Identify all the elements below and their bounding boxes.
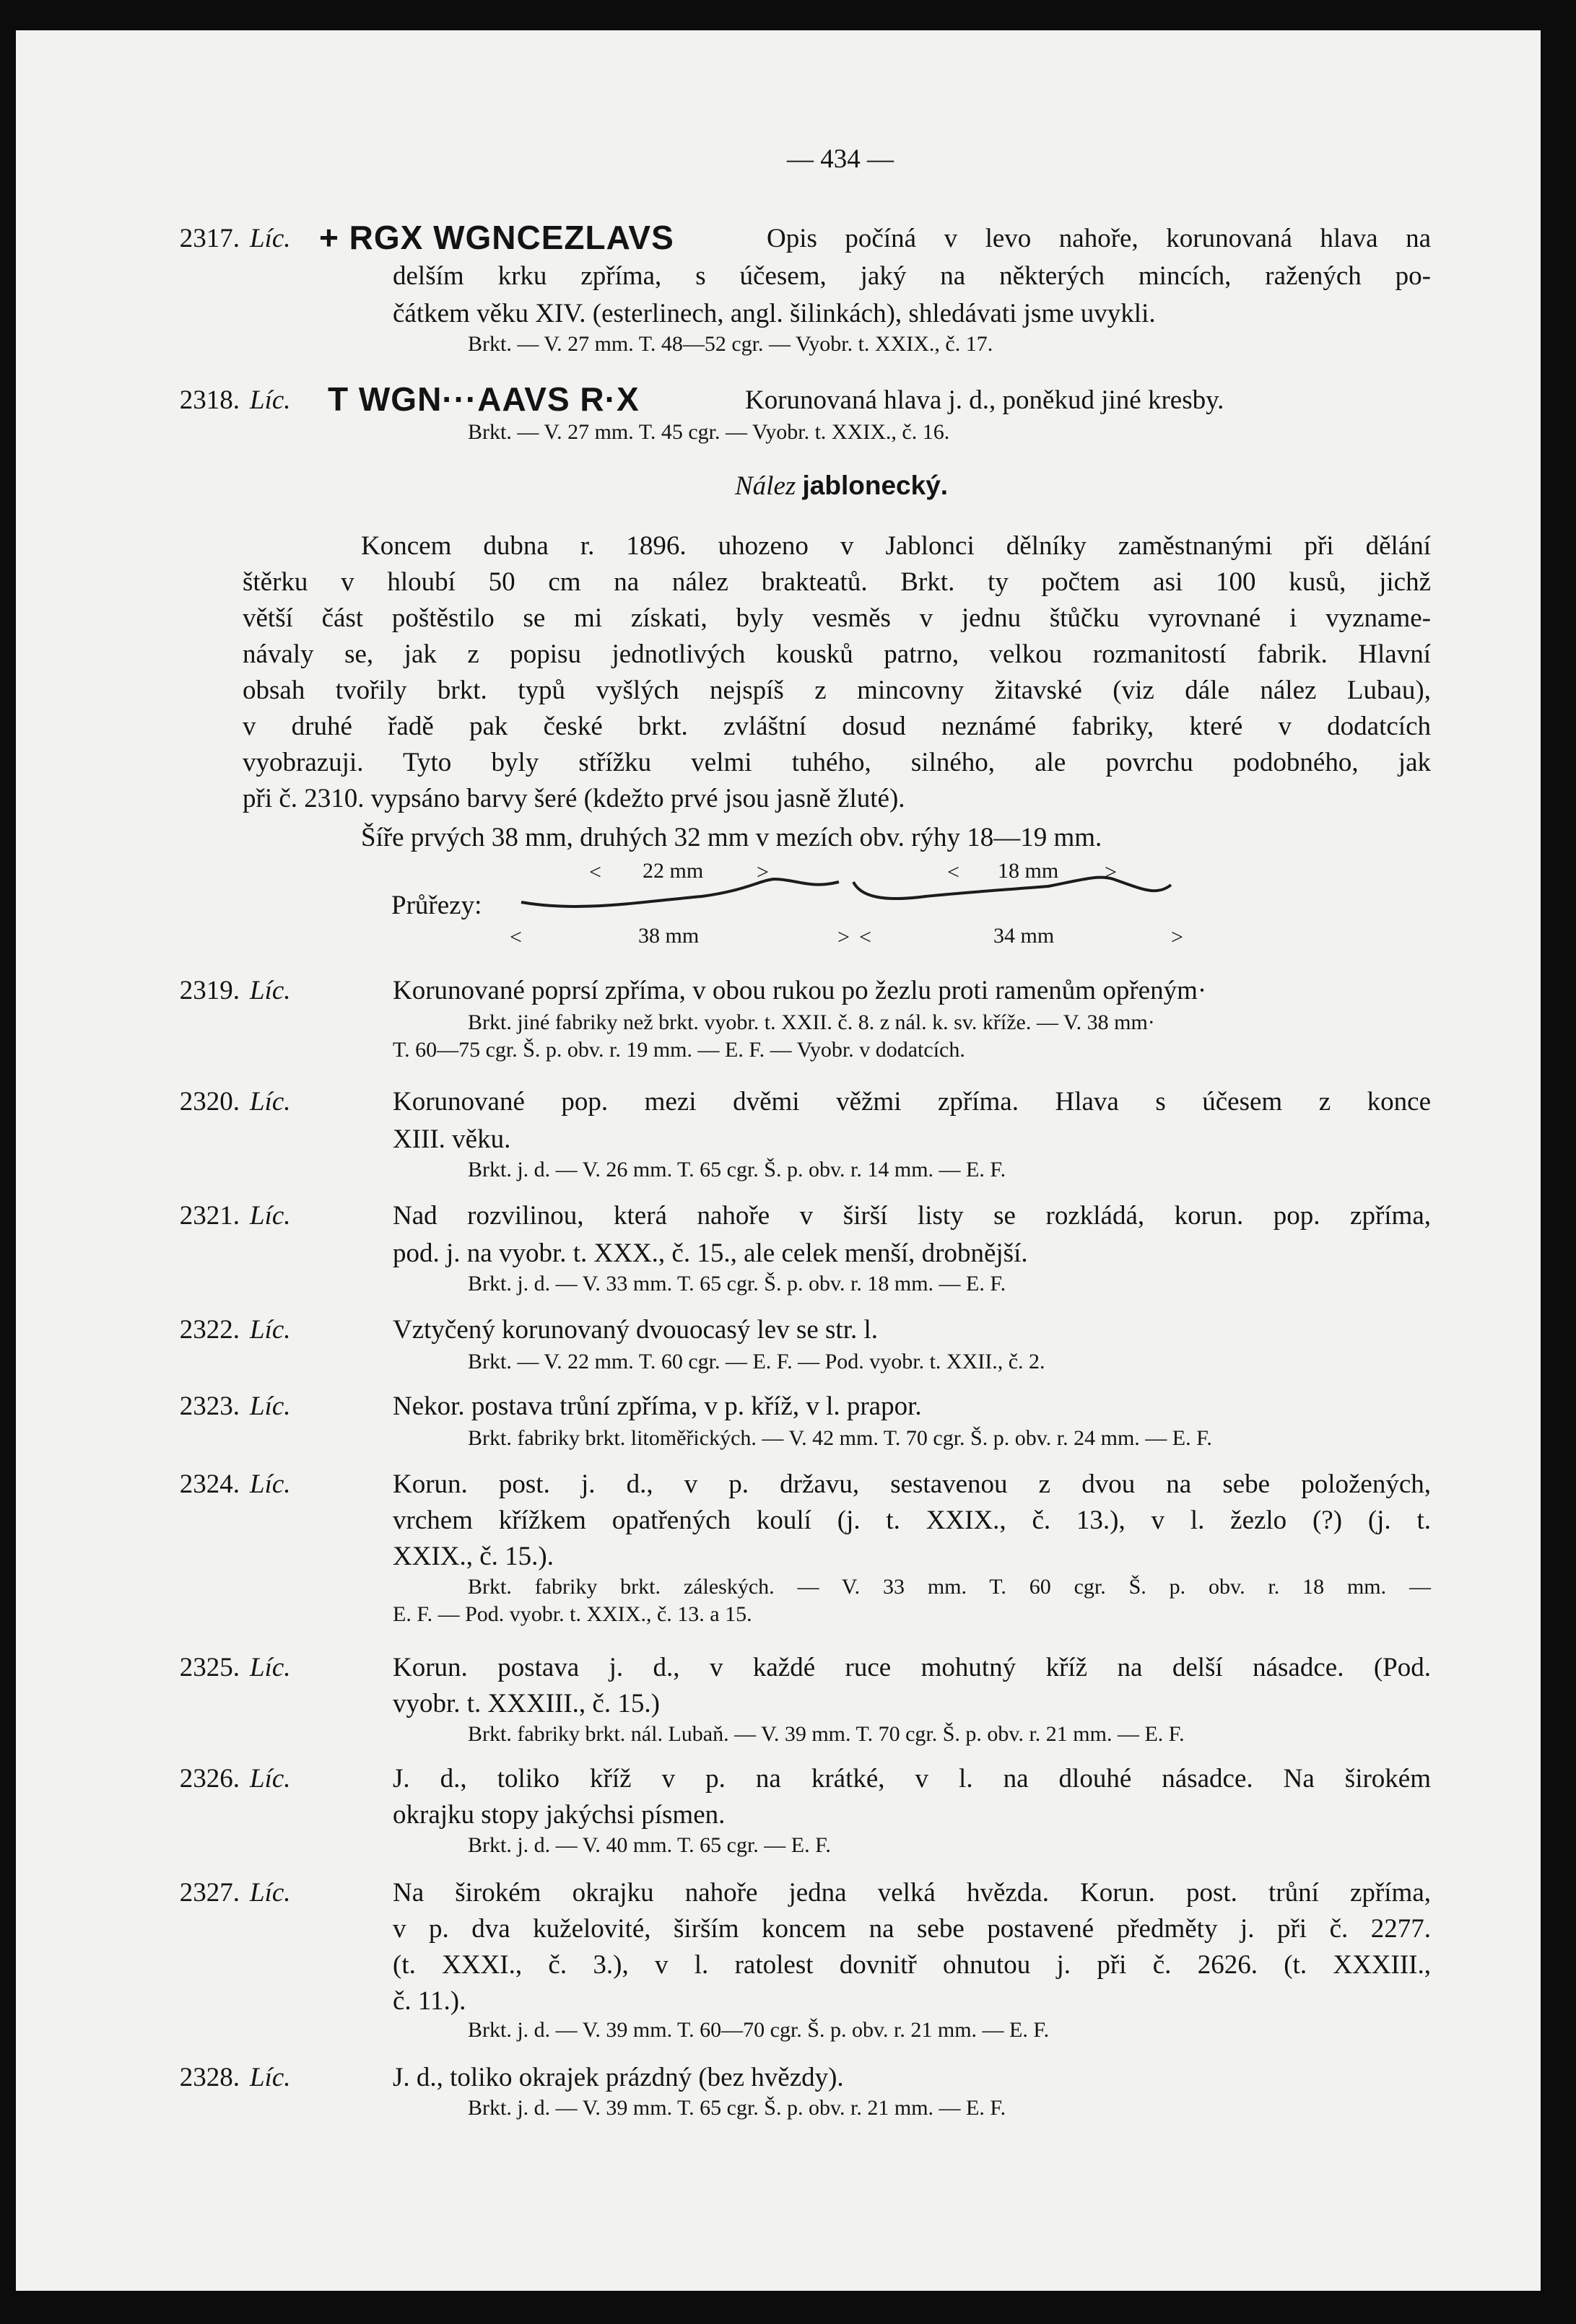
item-line: pod. j. na vyobr. t. XXX., č. 15., ale celek menší, drobnější. <box>393 1239 1028 1268</box>
item-line: J. d., toliko kříž v p. na krátké, v l. na dlouhé násadce. Na širokém <box>393 1764 1431 1794</box>
entry-reference: Brkt. — V. 27 mm. T. 48—52 cgr. — Vyobr. t. XXIX., č. 17. <box>468 332 993 356</box>
item-line: XIII. věku. <box>393 1124 511 1154</box>
measure-gt: > <box>1105 860 1117 884</box>
measure-lt: < <box>947 860 959 884</box>
item-reference: Brkt. j. d. — V. 33 mm. T. 65 cgr. Š. p. obv. r. 18 mm. — E. F. <box>468 1272 1006 1296</box>
item-reference: Brkt. j. d. — V. 40 mm. T. 65 cgr. — E. F. <box>468 1833 831 1857</box>
item-side: Líc. <box>250 1392 291 1421</box>
entry-side: Líc. <box>250 385 291 415</box>
item-line: č. 11.). <box>393 1986 466 2016</box>
cross-sections-label: Průřezy: <box>391 891 482 920</box>
measure-gt: > <box>1171 925 1183 949</box>
item-number: 2319. <box>179 976 240 1005</box>
measure-lt: < <box>510 925 522 949</box>
coin-legend: T WGN···AAVS R·X <box>328 380 640 418</box>
item-side: Líc. <box>250 976 291 1005</box>
entry-number: 2318. <box>179 385 240 415</box>
item-number: 2325. <box>179 1653 240 1682</box>
item-number: 2324. <box>179 1469 240 1499</box>
section-paragraph-line: štěrku v hloubí 50 cm na nález brakteatů. Brkt. ty počtem asi 100 kusů, jichž <box>243 567 1431 597</box>
item-line: Vztyčený korunovaný dvouocasý lev se str. l. <box>393 1315 879 1345</box>
section-title-bold: jablonecký. <box>802 471 949 500</box>
section-paragraph-line: obsah tvořily brkt. typů vyšlých nejspíš z mincovny žitavské (viz dále nález Lubau), <box>243 676 1431 705</box>
item-line: Nad rozvilinou, která nahoře v širší listy se rozkládá, korun. pop. zpříma, <box>393 1201 1431 1231</box>
item-reference: Brkt. j. d. — V. 26 mm. T. 65 cgr. Š. p. obv. r. 14 mm. — E. F. <box>468 1158 1006 1181</box>
document-page <box>16 30 1541 2291</box>
item-number: 2322. <box>179 1315 240 1345</box>
item-reference: T. 60—75 cgr. Š. p. obv. r. 19 mm. — E. F. — Vyobr. v dodatcích. <box>393 1038 965 1062</box>
entry-side: Líc. <box>250 224 291 253</box>
item-reference: Brkt. jiné fabriky než brkt. vyobr. t. XXII. č. 8. z nál. k. sv. kříže. — V. 38 mm· <box>468 1010 1155 1034</box>
item-reference: Brkt. — V. 22 mm. T. 60 cgr. — E. F. — Pod. vyobr. t. XXII., č. 2. <box>468 1350 1045 1373</box>
item-line: J. d., toliko okrajek prázdný (bez hvězdy). <box>393 2063 844 2092</box>
section-paragraph-line: v druhé řadě pak české brkt. zvláštní dosud neznámé fabriky, které v dodatcích <box>243 712 1431 741</box>
item-line: vrchem křížkem opatřených koulí (j. t. XXIX., č. 13.), v l. žezlo (?) (j. t. <box>393 1506 1431 1535</box>
entry-number: 2317. <box>179 224 240 253</box>
measure-lt: < <box>859 925 871 949</box>
section-paragraph-line: návaly se, jak z popisu jednotlivých kousků patrno, velkou rozmanitostí fabrik. Hlavní <box>243 639 1431 669</box>
item-line: v p. dva kuželovité, širším koncem na sebe postavené předměty j. při č. 2277. <box>393 1914 1431 1944</box>
item-reference: Brkt. j. d. — V. 39 mm. T. 60—70 cgr. Š. p. obv. r. 21 mm. — E. F. <box>468 2018 1050 2042</box>
item-line: Korun. postava j. d., v každé ruce mohutný kříž na delší násadce. (Pod. <box>393 1653 1431 1682</box>
item-line: Korunované poprsí zpříma, v obou rukou po žezlu proti ramenům opřeným· <box>393 976 1207 1005</box>
item-side: Líc. <box>250 1201 291 1231</box>
measure-top-right: 18 mm <box>998 859 1059 883</box>
item-number: 2320. <box>179 1087 240 1117</box>
item-line: XXIX., č. 15.). <box>393 1542 554 1571</box>
item-line: vyobr. t. XXXIII., č. 15.) <box>393 1689 660 1718</box>
section-paragraph-line: Koncem dubna r. 1896. uhozeno v Jablonci dělníky zaměstnanými při dělání <box>361 531 1431 561</box>
item-line: okrajku stopy jakýchsi písmen. <box>393 1800 726 1830</box>
measure-bottom-left: 38 mm <box>638 924 700 948</box>
measure-bottom-right: 34 mm <box>993 924 1055 948</box>
item-side: Líc. <box>250 1469 291 1499</box>
entry-line: Opis počíná v levo nahoře, korunovaná hlava na <box>767 224 1431 253</box>
item-side: Líc. <box>250 2063 291 2092</box>
item-side: Líc. <box>250 1878 291 1908</box>
section-paragraph-line: při č. 2310. vypsáno barvy šeré (kdežto prvé jsou jasně žluté). <box>243 784 905 813</box>
entry-line: čátkem věku XIV. (esterlinech, angl. šilinkách), shledávati jsme uvykli. <box>393 299 1156 328</box>
coin-legend: + RGX WGNCEZLAVS <box>319 219 674 256</box>
item-line: Korunované pop. mezi dvěmi věžmi zpříma. Hlava s účesem z konce <box>393 1087 1431 1117</box>
section-paragraph-line: větší část poštěstilo se mi získati, byly vesměs v jednu štůčku vyrovnané i vyzname- <box>243 603 1431 633</box>
page-number: — 434 — <box>787 144 894 174</box>
entry-line: delším krku zpříma, s účesem, jaký na některých mincích, ražených po- <box>393 261 1431 291</box>
item-number: 2323. <box>179 1392 240 1421</box>
item-number: 2328. <box>179 2063 240 2092</box>
item-number: 2321. <box>179 1201 240 1231</box>
measure-lt: < <box>589 860 601 884</box>
item-side: Líc. <box>250 1087 291 1117</box>
item-reference: Brkt. fabriky brkt. litoměřických. — V. 42 mm. T. 70 cgr. Š. p. obv. r. 24 mm. — E. F. <box>468 1426 1212 1450</box>
item-line: Na širokém okrajku nahoře jedna velká hvězda. Korun. post. trůní zpříma, <box>393 1878 1431 1908</box>
item-reference: E. F. — Pod. vyobr. t. XXIX., č. 13. a 15. <box>393 1602 752 1626</box>
item-side: Líc. <box>250 1315 291 1345</box>
measure-gt: > <box>757 860 769 884</box>
item-side: Líc. <box>250 1764 291 1794</box>
item-reference: Brkt. fabriky brkt. nál. Lubaň. — V. 39 mm. T. 70 cgr. Š. p. obv. r. 21 mm. — E. F. <box>468 1722 1185 1746</box>
item-line: Nekor. postava trůní zpříma, v p. kříž, v l. prapor. <box>393 1392 922 1421</box>
section-paragraph-line: vyobrazuji. Tyto byly střížku velmi tuhého, silného, ale povrchu podobného, jak <box>243 748 1431 777</box>
item-reference: Brkt. fabriky brkt. záleských. — V. 33 mm. T. 60 cgr. Š. p. obv. r. 18 mm. — <box>468 1575 1431 1599</box>
entry-line: Korunovaná hlava j. d., poněkud jiné kresby. <box>745 385 1224 415</box>
measure-top-left: 22 mm <box>643 859 704 883</box>
item-side: Líc. <box>250 1653 291 1682</box>
section-width-note: Šíře prvých 38 mm, druhých 32 mm v mezích obv. rýhy 18—19 mm. <box>361 823 1102 852</box>
entry-reference: Brkt. — V. 27 mm. T. 45 cgr. — Vyobr. t. XXIX., č. 16. <box>468 420 950 444</box>
item-number: 2326. <box>179 1764 240 1794</box>
item-line: Korun. post. j. d., v p. državu, sestavenou z dvou na sebe položených, <box>393 1469 1431 1499</box>
measure-gt: > <box>837 925 850 949</box>
item-reference: Brkt. j. d. — V. 39 mm. T. 65 cgr. Š. p. obv. r. 21 mm. — E. F. <box>468 2096 1006 2120</box>
item-number: 2327. <box>179 1878 240 1908</box>
item-line: (t. XXXI., č. 3.), v l. ratolest dovnitř ohnutou j. při č. 2626. (t. XXXIII., <box>393 1950 1431 1980</box>
section-title-italic: Nález <box>735 471 796 501</box>
